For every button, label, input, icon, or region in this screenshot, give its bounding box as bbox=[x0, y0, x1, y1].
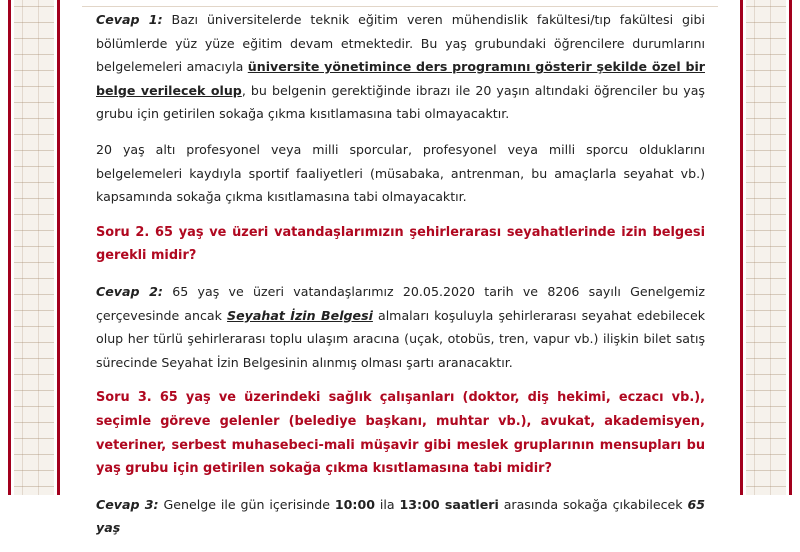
answer-3-paragraph bbox=[96, 493, 705, 540]
answer-3-text-c: arasında sokağa çıkabilecek bbox=[498, 496, 688, 512]
question-2: Soru 2. 65 yaş ve üzeri vatandaşlarımızın şehirlerarası seyahatlerinde izin belgesi gerekli midir? bbox=[96, 224, 705, 264]
answer-2-label: Cevap 2: bbox=[96, 283, 163, 299]
answer-3-text-b: ila bbox=[375, 496, 400, 512]
answer-3-label: Cevap 3: bbox=[96, 496, 159, 512]
question-3: Soru 3. 65 yaş ve üzerindeki sağlık çalışanları (doktor, diş hekimi, eczacı vb.), seçimle göreve gelenler (belediye başkanı, muhtar vb.), avukat, akademisyen, veteriner, serbest muhasebeci-mali müşavir gibi meslek gruplarının mensupları bu yaş grubu için getirilen sokağa çıkma kısıtlamasına tabi midir? bbox=[96, 390, 705, 477]
answer-1-text-b: , bu belgenin gerektiğinde ibrazı ile 20 yaşın altındaki öğrenciler bu yaş grubu için getirilen sokağa çıkma kısıtlamasına tabi olmayacaktır. bbox=[96, 82, 705, 122]
answer-3-age-group: 65 yaş bbox=[96, 496, 705, 536]
answer-3-time-start: 10:00 bbox=[334, 496, 375, 512]
answer-3-text-a: Genelge ile gün içerisinde bbox=[158, 496, 335, 512]
answer-2-text-b: almaları koşuluyla şehirlerarası seyahat edebilecek olup her türlü şehirlerarası toplu ulaşım aracına (uçak, otobüs, tren, vapur vb.) ilişkin bilet satış sürecinde Seyahat İzin Belgesinin alınmış olması şartı aranacaktır. bbox=[96, 307, 706, 370]
answer-3-time-end: 13:00 saatleri bbox=[399, 496, 499, 512]
top-strip bbox=[82, 0, 718, 7]
answer-1-paragraph-2: 20 yaş altı profesyonel veya milli sporcular, profesyonel veya milli sporcu olduklarını belgelemeleri kaydıyla sportif faaliyetleri (müsabaka, antrenman, bu amaçlarla seyahat vb.) kapsamında sokağa çıkma kısıtlamasına tabi olmayacaktır. bbox=[96, 141, 705, 205]
answer-1-paragraph bbox=[96, 8, 705, 126]
document-body bbox=[96, 8, 705, 552]
answer-1-label: Cevap 1: bbox=[96, 12, 163, 27]
answer-2-paragraph bbox=[96, 280, 705, 374]
answer-2-emphasis: Seyahat İzin Belgesi bbox=[227, 307, 373, 323]
right-decorative-border bbox=[746, 0, 786, 495]
left-decorative-border bbox=[14, 0, 54, 495]
answer-1-emphasis: üniversite yönetimince ders programını gösterir şekilde özel bir belge verilecek olup bbox=[96, 59, 705, 98]
answer-2-text-a: 65 yaş ve üzeri vatandaşlarımız 20.05.2020 tarih ve 8206 sayılı Genelgemiz çerçevesinde ancak bbox=[96, 283, 705, 323]
answer-1-text-a: Bazı üniversitelerde teknik eğitim veren mühendislik fakültesi/tıp fakültesi gibi bölümlerde yüz yüze eğitim devam etmektedir. Bu yaş grubundaki öğrencilere durumlarını belgelemeleri amacıyla bbox=[96, 12, 705, 75]
